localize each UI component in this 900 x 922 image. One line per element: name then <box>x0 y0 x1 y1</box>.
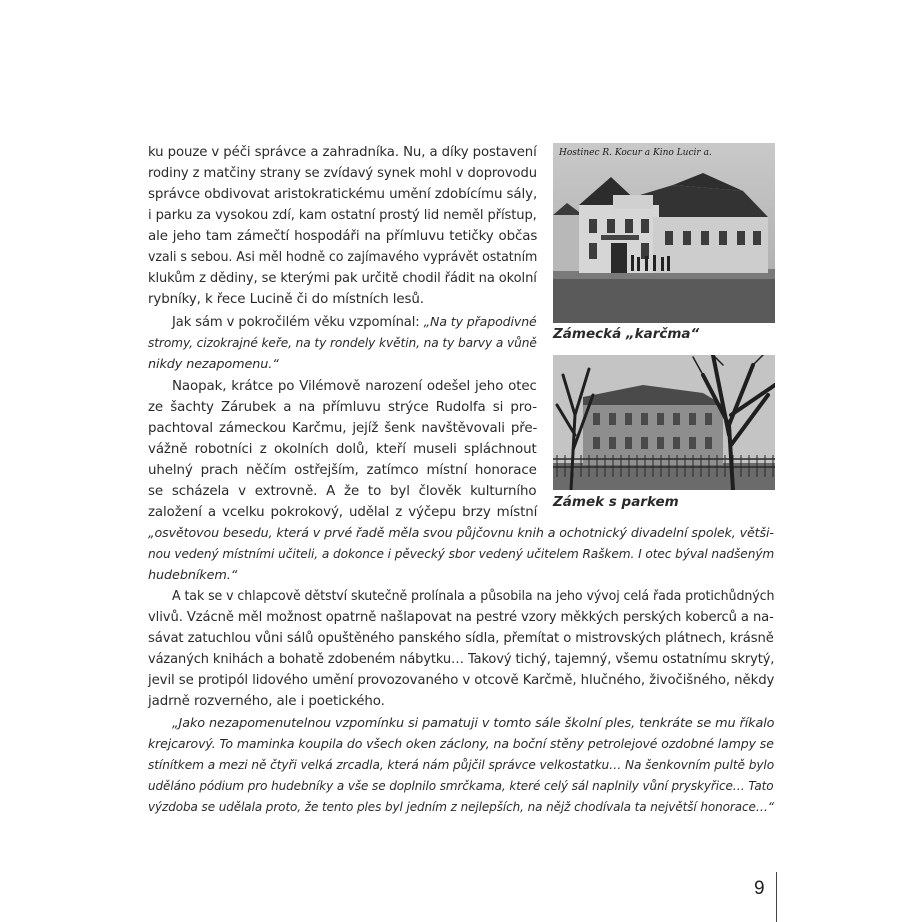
quote-line: uděláno pódium pro hudebníky a vše se doplnilo smrčkama, které celý sál naplnily vůní pryskyřice… Tato <box>148 779 774 794</box>
text-line: jadrně rozverného, ale i poetického. <box>148 694 385 709</box>
text-line: pachtoval zámeckou Karčmu, jejíž šenk navštěvovali pře- <box>148 421 538 436</box>
text-segment: Jak sám v pokročilém věku vzpomínal: <box>172 315 424 330</box>
text-line: i parku za vysokou zdí, kam ostatní prostý lid neměl přístup, <box>148 208 537 223</box>
text-line: se scházela v extrovně. A že to byl člověk kulturního <box>148 484 537 499</box>
text-line: klukům z dědiny, se kterými pak určitě chodil řádit na okolní <box>148 271 537 286</box>
text-line: vážně robotníci z okolních dolů, kteří museli spláchnout <box>148 442 537 457</box>
text-line: sávat zatuchlou vůni sálů opuštěného panského sídla, přemítat o mistrovských plátnech, krásně <box>148 631 774 646</box>
quote-line: nou vedený místními učiteli, a dokonce i pěvecký sbor vedený učitelem Raškem. I otec býval nadšeným <box>148 547 775 562</box>
text-line: rodiny z matčiny strany se zvídavý synek mohl v doprovodu <box>148 166 537 181</box>
text-line: založení a vcelku pokrokový, udělal z výčepu brzy místní <box>148 505 538 520</box>
text-line: rybníky, k řece Lucině či do místních lesů. <box>148 292 424 307</box>
quote-line: „osvětovou besedu, která v prvé řadě měla svou půjčovnu knih a ochotnický divadelní spolek, větši- <box>148 526 774 541</box>
page-number: 9 <box>754 878 765 899</box>
quote-line: výzdoba se udělala proto, že tento ples byl jedním z nejlepších, na nějž chodívala ta největší honorace…“ <box>148 800 774 815</box>
quote-line: krejcarový. To maminka koupila do všech oken záclony, na boční stěny petrolejové ozdobné lampy se <box>148 737 774 752</box>
quote-line: stínítkem a mezi ně čtyři velká zrcadla, která nám půjčil správce velkostatku… Na šenkovním pultě bylo <box>148 758 775 773</box>
quote-line: „Jako nezapomenutelnou vzpomínku si pamatuji v tomto sále školní ples, tenkráte se mu říkalo <box>172 716 775 731</box>
figure-caption: Zámek s parkem <box>553 494 679 510</box>
quote-line: stromy, cizokrajné keře, na ty rondely květin, na ty barvy a vůně <box>148 336 537 351</box>
text-line: Naopak, krátce po Vilémově narození odešel jeho otec <box>172 379 537 394</box>
text-line: ale jeho tam zámečtí hospodáři na přímluvu tetičky občas <box>148 229 538 244</box>
text-line: vzali s sebou. Asi měl hodně co zajímavého vyprávět ostatním <box>148 250 538 265</box>
text-line: vlivů. Vzácně měl možnost opatrně našlapovat na pestré vzory měkkých perských koberců a na- <box>148 610 774 625</box>
text-line: vázaných knihách a bohatě zdobeném nábytku… Takový tichý, tajemný, všemu ostatnímu skrytý, <box>148 652 775 667</box>
page-number-rule <box>776 872 777 922</box>
photo-sign-text: Hostinec R. Kocur a Kino Lucir a. <box>559 148 712 158</box>
text-line: jevil se protipól lidového umění provozovaného v otcově Karčmě, hlučného, živočišného, někdy <box>148 673 775 688</box>
chateau-photo <box>553 355 775 490</box>
text-line: ku pouze v péči správce a zahradníka. Nu, a díky postavení <box>148 145 537 160</box>
quote-line: nikdy nezapomenu.“ <box>148 357 279 372</box>
inn-photo <box>553 143 775 323</box>
text-line: uhelný prach něčím ostřejším, zatímco místní honorace <box>148 463 537 478</box>
text-line: ze šachty Zárubek a na přímluvu strýce Rudolfa si pro- <box>148 400 537 415</box>
text-line: správce obdivovat aristokratickému umění zdobícímu sály, <box>148 187 538 202</box>
text-line <box>172 313 537 333</box>
text-line: A tak se v chlapcově dětství skutečně prolínala a působila na jeho vývoj celá řada protichůdných <box>172 589 775 604</box>
figure-caption: Zámecká „karčma“ <box>553 326 700 342</box>
quote-segment: „Na ty přapodivné <box>423 315 537 330</box>
quote-line: hudebníkem.“ <box>148 568 238 583</box>
